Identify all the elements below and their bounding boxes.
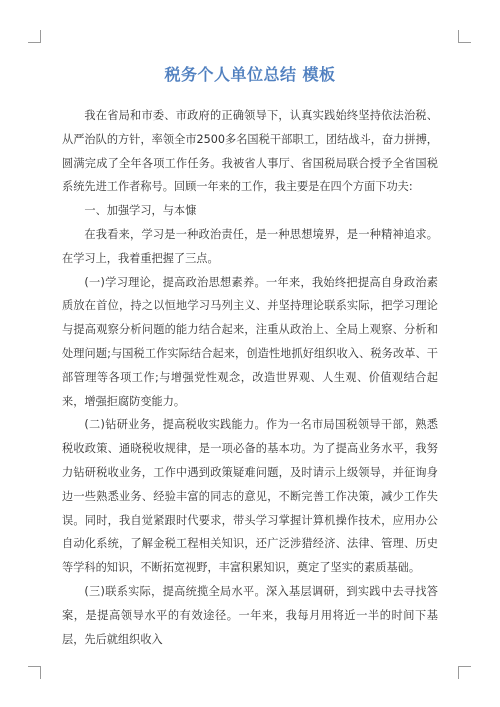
crop-mark-bottom-left [28, 666, 41, 679]
paragraph-intro: 我在省局和市委、市政府的正确领导下，认真实践始终坚持依法治税、从严治队的方针，率领全市2500多名国税干部职工，团结战斗，奋力拼搏，圆满完成了全年各项工作任务。我被省人事厅、省国税局联合授予全省国税系统先进工作者称号。回顾一年来的工作，我主要是在四个方面下功夫: [62, 109, 438, 194]
crop-mark-top-right [458, 30, 471, 43]
paragraph-business: (二)钻研业务，提高税收实践能力。作为一名市局国税领导干部，熟悉税收政策、通晓税收规律，是一项必备的基本功。为了提高业务水平，我努力钻研税收业务，工作中遇到政策疑难问题，及时请示上级领导，并征询身边一些熟悉业务、经验丰富的同志的意见，不断完善工作决策，减少工作失误。同时，我自觉紧跟时代要求，带头学习掌握计算机操作技术，应用办公自动化系统，了解金税工程相关知识，还广泛涉猎经济、法律、管理、历史等学科的知识，不断拓宽视野，丰富积累知识，奠定了坚实的素质基础。 [62, 418, 438, 575]
section-heading-1: 一、加强学习，与本慷 [84, 204, 197, 218]
crop-mark-bottom-right [458, 666, 471, 679]
paragraph-practice: (三)联系实际，提高统揽全局水平。深入基层调研，到实践中去寻找答案，是提高领导水平的有效途径。一年来，我每月用将近一半的时间下基层，先后就组织收入 [62, 584, 438, 646]
paragraph-study: 在我看来，学习是一种政治责任，是一种思想境界，是一种精神追求。在学习上，我着重把握了三点。 [62, 227, 438, 265]
paragraph-theory: (一)学习理论，提高政治思想素养。一年来，我始终把提高自身政治素质放在首位，持之以恒地学习马列主义、并坚持理论联系实际，把学习理论与提高观察分析问题的能力结合起来，注重从政治上、全局上观察、分析和处理问题;与国税工作实际结合起来，创造性地抓好组织收入、税务改革、干部管理等各项工作;与增强党性观念，改造世界观、人生观、价值观结合起来，增强拒腐防变能力。 [62, 275, 438, 408]
document-body [62, 104, 438, 651]
crop-mark-top-left [28, 30, 41, 43]
document-title: 税务个人单位总结 模板 [164, 65, 336, 84]
